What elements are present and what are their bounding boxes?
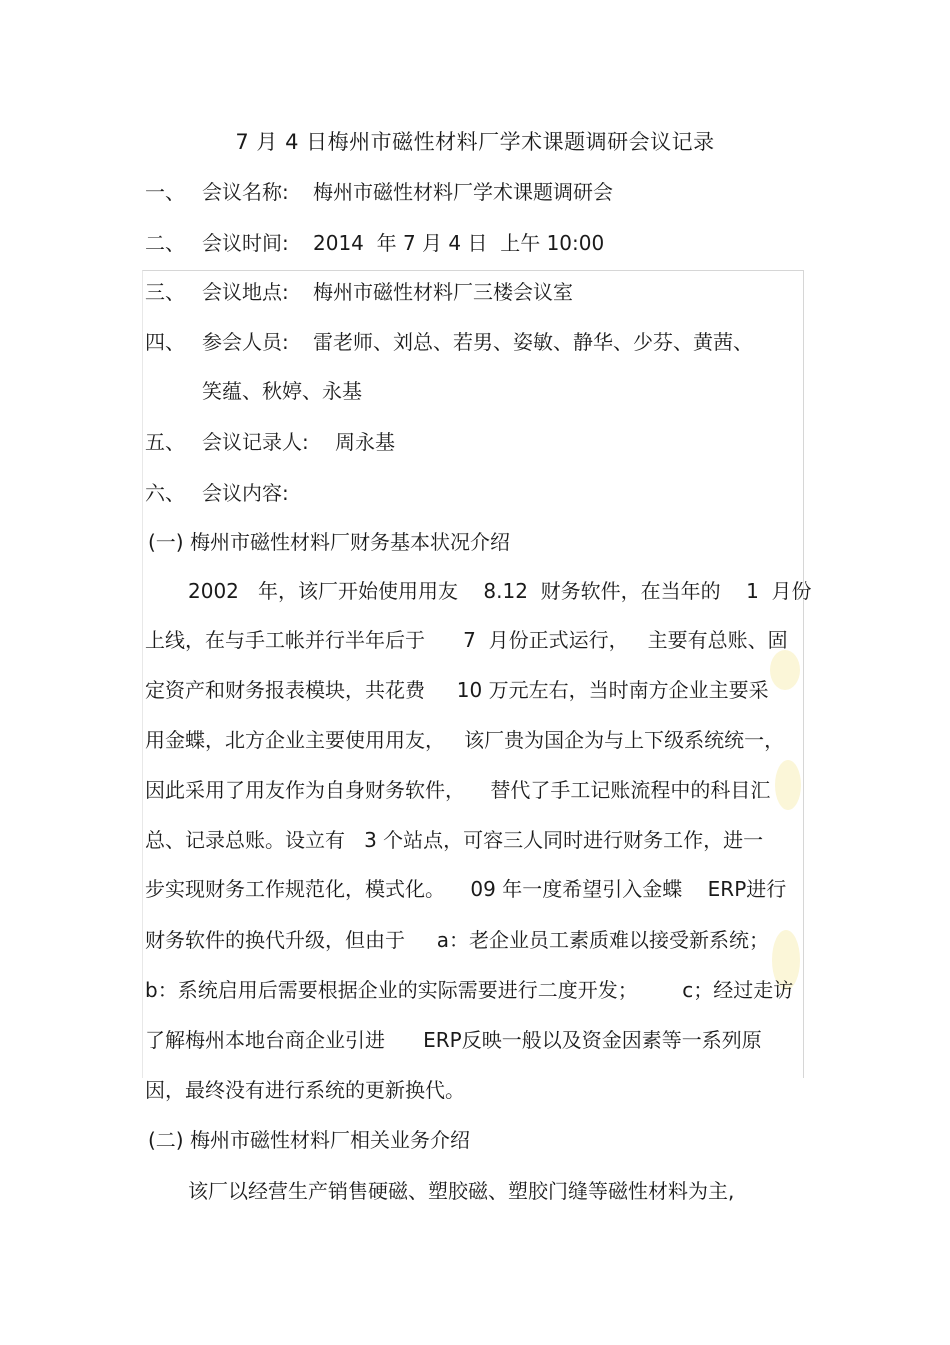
paragraph-line: 财务软件的换代升级，但由于 a：老企业员工素质难以接受新系统；	[145, 928, 770, 952]
paragraph-line: 了解梅州本地台商企业引进 ERP反映一般以及资金因素等一系列原	[145, 1028, 762, 1052]
item-value: 2014 年 7 月 4 日 上午 10:00	[313, 231, 605, 255]
item-label: 会议地点:	[202, 280, 289, 304]
item-value: 雷老师、刘总、若男、姿敏、静华、少芬、黄茜、	[313, 330, 753, 354]
item-number: 四、	[145, 330, 185, 354]
item-value-continued: 笑蕴、秋婷、永基	[202, 379, 362, 403]
paragraph-line: 2002 年，该厂开始使用用友 8.12 财务软件，在当年的 1 月份	[188, 579, 812, 603]
paragraph-line: 总、记录总账。设立有 3 个站点，可容三人同时进行财务工作，进一	[145, 828, 764, 852]
item-value: 梅州市磁性材料厂学术课题调研会	[313, 180, 613, 204]
paragraph-line: b：系统启用后需要根据企业的实际需要进行二度开发； c；经过走访	[145, 978, 794, 1002]
item-number: 一、	[145, 180, 185, 204]
item-label: 会议名称:	[202, 180, 289, 204]
item-number: 六、	[145, 481, 185, 505]
paragraph-line: 因，最终没有进行系统的更新换代。	[145, 1078, 465, 1102]
item-number: 二、	[145, 231, 185, 255]
section-heading: (一) 梅州市磁性材料厂财务基本状况介绍	[148, 530, 510, 554]
item-label: 会议时间:	[202, 231, 289, 255]
section-heading: (二) 梅州市磁性材料厂相关业务介绍	[148, 1128, 470, 1152]
item-number: 五、	[145, 430, 185, 454]
item-value: 周永基	[335, 430, 395, 454]
paragraph-line: 步实现财务工作规范化，模式化。 09 年一度希望引入金蝶 ERP进行	[145, 877, 787, 901]
paragraph-line: 定资产和财务报表模块，共花费 10 万元左右，当时南方企业主要采	[145, 678, 769, 702]
item-label: 参会人员:	[202, 330, 289, 354]
paragraph-line: 上线，在与手工帐并行半年后于 7 月份正式运行， 主要有总账、固	[145, 628, 788, 652]
paragraph-line: 用金蝶，北方企业主要使用用友， 该厂贵为国企为与上下级系统统一，	[145, 728, 785, 752]
item-label: 会议记录人:	[202, 430, 309, 454]
paragraph-line: 因此采用了用友作为自身财务软件， 替代了手工记账流程中的科目汇	[145, 778, 771, 802]
paragraph-line: 该厂以经营生产销售硬磁、塑胶磁、塑胶门缝等磁性材料为主,	[188, 1179, 735, 1203]
item-label: 会议内容:	[202, 481, 289, 505]
item-value: 梅州市磁性材料厂三楼会议室	[313, 280, 573, 304]
document-title: 7 月 4 日梅州市磁性材料厂学术课题调研会议记录	[235, 130, 715, 154]
item-number: 三、	[145, 280, 185, 304]
